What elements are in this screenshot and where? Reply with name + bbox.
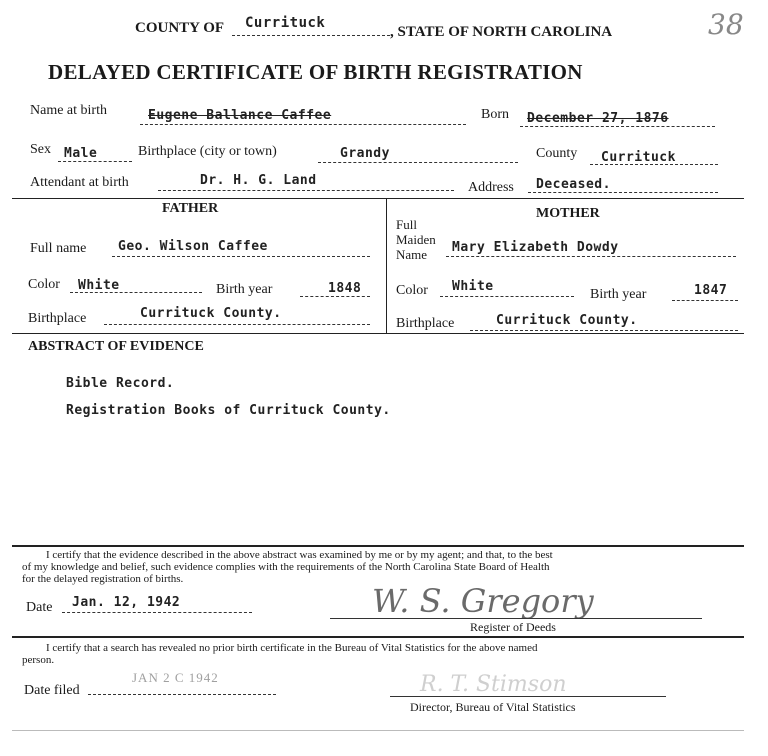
father-name-value: Geo. Wilson Caffee [118, 239, 268, 254]
certification-text-3: for the delayed registration of births. [22, 573, 184, 585]
county-field-value: Currituck [601, 150, 676, 165]
parents-top-rule [12, 198, 744, 199]
mother-birthyear-line [672, 300, 738, 301]
attendant-value: Dr. H. G. Land [200, 173, 317, 188]
register-signature-line [330, 618, 702, 619]
birthplace-line [318, 162, 518, 163]
sex-value: Male [64, 146, 98, 161]
certification-text-1: I certify that the evidence described in the above abstract was examined by me or by my agent; and that, to the best [46, 549, 553, 561]
page-number: 38 [708, 8, 744, 41]
mother-heading: MOTHER [536, 206, 600, 221]
born-value: December 27, 1876 [527, 111, 669, 126]
father-name-label: Full name [30, 241, 87, 256]
father-birthplace-label: Birthplace [28, 311, 87, 326]
search-text-2: person. [22, 654, 55, 666]
register-signature: W. S. Gregory [372, 582, 594, 620]
father-birthyear-label: Birth year [216, 282, 273, 297]
certification-top-rule [12, 545, 744, 547]
director-signature: R. T. Stimson [420, 672, 567, 697]
state-label: , STATE OF NORTH CAROLINA [390, 24, 613, 40]
parents-divider [386, 198, 387, 333]
born-label: Born [481, 107, 509, 122]
father-name-line [112, 256, 370, 257]
father-birthplace-value: Currituck County. [140, 306, 282, 321]
director-signature-line [390, 696, 666, 697]
evidence-item-1: Bible Record. [66, 376, 175, 391]
mother-name-label-2: Maiden [396, 232, 436, 247]
mother-name-value: Mary Elizabeth Dowdy [452, 240, 619, 255]
certification-text-2: of my knowledge and belief, such evidence complies with the requirements of the North Carolina State Board of Health [22, 561, 550, 573]
county-label: COUNTY OF [135, 20, 225, 36]
father-color-line [70, 292, 202, 293]
father-color-value: White [78, 278, 120, 293]
name-at-birth-value: Eugene Ballance Caffee [148, 108, 332, 123]
name-at-birth-label: Name at birth [30, 103, 107, 118]
director-title: Director, Bureau of Vital Statistics [410, 700, 576, 714]
mother-color-line [440, 296, 574, 297]
birthplace-value: Grandy [340, 146, 390, 161]
county-field-line [590, 164, 718, 165]
certification-date-value: Jan. 12, 1942 [72, 595, 181, 610]
mother-name-label-1: Full [396, 217, 417, 232]
mother-birthplace-value: Currituck County. [496, 313, 638, 328]
father-birthplace-line [104, 324, 370, 325]
sex-label: Sex [30, 142, 51, 157]
mother-birthyear-value: 1847 [694, 283, 728, 298]
address-value: Deceased. [536, 177, 611, 192]
mother-birthplace-label: Birthplace [396, 316, 455, 331]
father-heading: FATHER [162, 201, 219, 216]
county-field-label: County [536, 146, 578, 161]
date-filed-stamp: JAN 2 C 1942 [132, 670, 219, 685]
certificate-title: DELAYED CERTIFICATE OF BIRTH REGISTRATION [48, 60, 583, 84]
evidence-heading: ABSTRACT OF EVIDENCE [28, 339, 204, 354]
parents-bottom-rule [12, 333, 744, 334]
certification-date-label: Date [26, 600, 53, 615]
father-birthyear-line [300, 296, 370, 297]
bottom-rule [12, 730, 744, 731]
mother-birthyear-label: Birth year [590, 287, 647, 302]
attendant-line [158, 190, 454, 191]
register-title: Register of Deeds [470, 620, 556, 634]
date-filed-label: Date filed [24, 683, 80, 698]
sex-line [58, 161, 132, 162]
born-line [520, 126, 715, 127]
mother-name-label-3: Name [396, 247, 428, 262]
county-line [232, 35, 390, 36]
father-color-label: Color [28, 277, 60, 292]
date-filed-line [88, 694, 276, 695]
mother-color-value: White [452, 279, 494, 294]
mother-color-label: Color [396, 283, 428, 298]
mother-name-line [446, 256, 736, 257]
certification-date-line [62, 612, 252, 613]
mother-birthplace-line [470, 330, 738, 331]
search-text-1: I certify that a search has revealed no prior birth certificate in the Bureau of Vital Statistics for the above named [46, 642, 538, 654]
name-line [140, 124, 466, 125]
attendant-label: Attendant at birth [30, 175, 129, 190]
birthplace-label: Birthplace (city or town) [138, 144, 277, 159]
father-birthyear-value: 1848 [328, 281, 362, 296]
address-label: Address [468, 180, 514, 195]
evidence-item-2: Registration Books of Currituck County. [66, 403, 391, 418]
county-value: Currituck [245, 15, 326, 31]
address-line [528, 192, 718, 193]
search-top-rule [12, 636, 744, 638]
